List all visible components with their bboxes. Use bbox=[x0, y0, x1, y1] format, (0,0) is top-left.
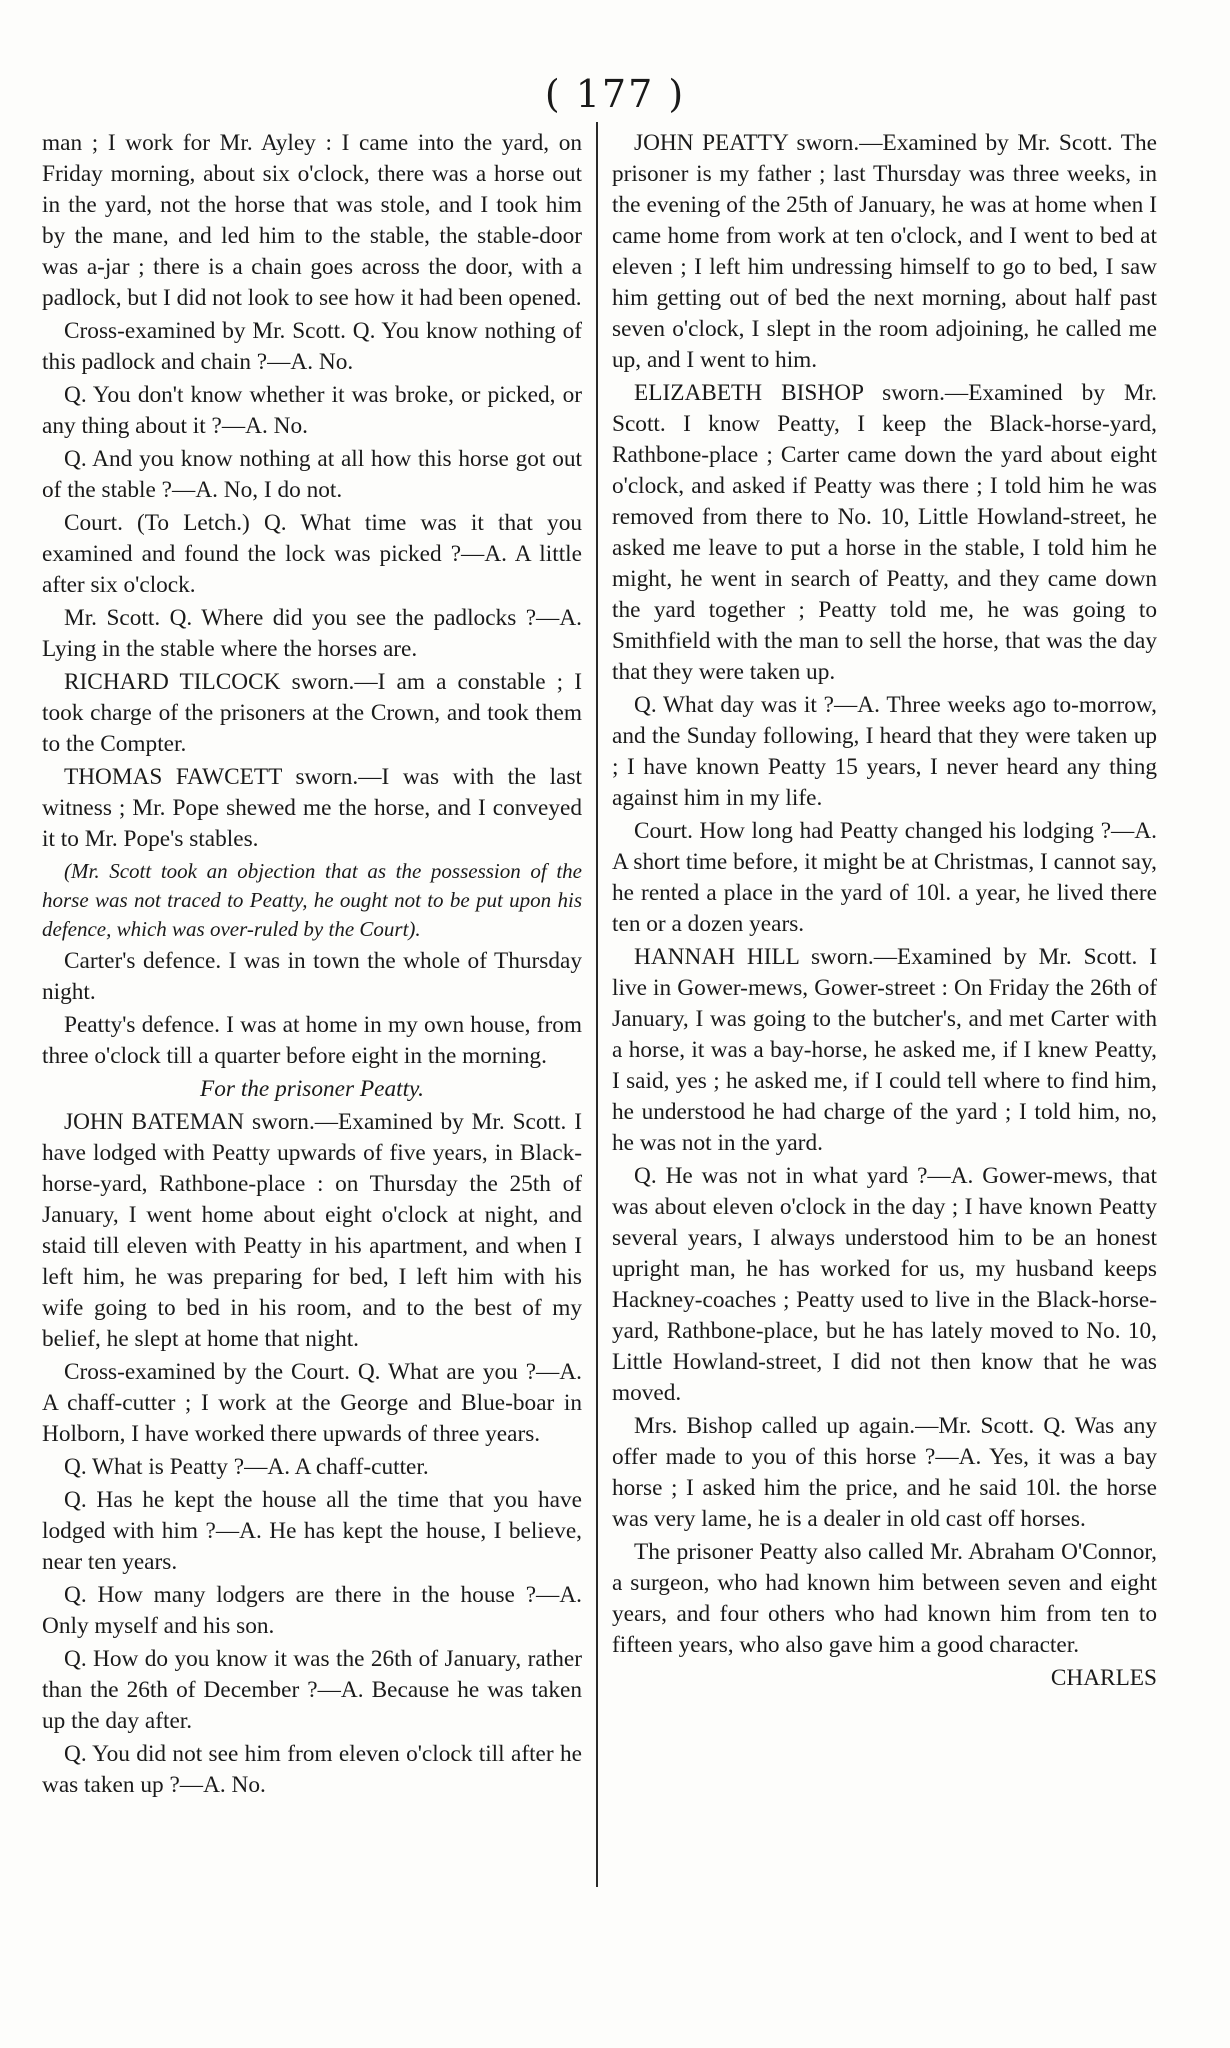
paragraph: Q. You don't know whether it was broke, or picked, or any thing about it ?—A. No. bbox=[42, 382, 582, 439]
paragraph: Q. You did not see him from eleven o'clock till after he was taken up ?—A. No. bbox=[42, 1741, 582, 1798]
paragraph: Q. What is Peatty ?—A. A chaff-cutter. bbox=[64, 1454, 429, 1480]
page-number: ( 177 ) bbox=[544, 72, 686, 116]
paragraph: THOMAS FAWCETT sworn.—I was with the last witness ; Mr. Pope shewed me the horse, and I conveyed it to Mr. Pope's stables. bbox=[42, 764, 582, 852]
paragraph: Court. (To Letch.) Q. What time was it that you examined and found the lock was picked ?—A. A little after six o'clock. bbox=[42, 510, 582, 598]
right-column bbox=[612, 128, 1157, 1696]
paragraph: JOHN PEATTY sworn.—Examined by Mr. Scott. The prisoner is my father ; last Thursday was three weeks, in the evening of the 25th of January, he was at home when I came home from work at ten o'clock, and I went to bed at eleven ; I left him undressing himself to go to bed, I saw him getting out of bed the next morning, about half past seven o'clock, I slept in the room adjoining, he called me up, and I went to him. bbox=[612, 130, 1157, 373]
column-divider bbox=[596, 122, 598, 1887]
paragraph: RICHARD TILCOCK sworn.—I am a constable ; I took charge of the prisoners at the Crown, and took them to the Compter. bbox=[42, 669, 582, 757]
paragraph: Court. How long had Peatty changed his lodging ?—A. A short time before, it might be at Christmas, I cannot say, he rented a place in the yard of 10l. a year, he lived there ten or a dozen years. bbox=[612, 818, 1157, 937]
paragraph: Cross-examined by Mr. Scott. Q. You know nothing of this padlock and chain ?—A. No. bbox=[42, 318, 582, 375]
paragraph: man ; I work for Mr. Ayley : I came into the yard, on Friday morning, about six o'clock, there was a horse out in the yard, not the horse that was stole, and I took him by the mane, and led him to the stable, the stable-door was a-jar ; there is a chain goes across the door, with a padlock, but I did not look to see how it had been opened. bbox=[42, 130, 582, 311]
section-heading: For the prisoner Peatty. bbox=[200, 1076, 424, 1102]
paragraph: Cross-examined by the Court. Q. What are you ?—A. A chaff-cutter ; I work at the George and Blue-boar in Holborn, I have worked there upwards of three years. bbox=[42, 1359, 582, 1447]
paragraph: The prisoner Peatty also called Mr. Abraham O'Connor, a surgeon, who had known him between seven and eight years, and four others who had known him from ten to fifteen years, who also gave him a good character. bbox=[612, 1539, 1157, 1658]
paragraph: HANNAH HILL sworn.—Examined by Mr. Scott. I live in Gower-mews, Gower-street : On Friday the 26th of January, I was going to the butcher's, and met Carter with a horse, it was a bay-horse, he asked me, if I knew Peatty, I said, yes ; he asked me, if I could tell where to find him, he understood he had charge of the yard ; I told him, no, he was not in the yard. bbox=[612, 944, 1157, 1156]
paragraph: Q. How many lodgers are there in the house ?—A. Only myself and his son. bbox=[42, 1582, 582, 1639]
paragraph: Q. He was not in what yard ?—A. Gower-mews, that was about eleven o'clock in the day ; I have known Peatty several years, I always understood him to be an honest upright man, he has worked for us, my husband keeps Hackney-coaches ; Peatty used to live in the Black-horse-yard, Rathbone-place, but he has lately moved to No. 10, Little Howland-street, I did not then know that he was moved. bbox=[612, 1163, 1157, 1406]
court-note: (Mr. Scott took an objection that as the possession of the horse was not traced to Peatty, he ought not to be put upon his defence, which was over-ruled by the Court). bbox=[42, 859, 582, 941]
paragraph: Peatty's defence. I was at home in my own house, from three o'clock till a quarter before eight in the morning. bbox=[42, 1012, 582, 1069]
paragraph: Mrs. Bishop called up again.—Mr. Scott. Q. Was any offer made to you of this horse ?—A. Yes, it was a bay horse ; I asked him the price, and he said 10l. the horse was very lame, he is a dealer in old cast off horses. bbox=[612, 1413, 1157, 1532]
paragraph: JOHN BATEMAN sworn.—Examined by Mr. Scott. I have lodged with Peatty upwards of five years, in Black-horse-yard, Rathbone-place : on Thursday the 25th of January, I went home about eight o'clock at night, and staid till eleven with Peatty in his apartment, and when I left him, he was preparing for bed, I left him with his wife going to bed in his room, and to the best of my belief, he slept at home that night. bbox=[42, 1109, 582, 1352]
paragraph: Q. How do you know it was the 26th of January, rather than the 26th of December ?—A. Because he was taken up the day after. bbox=[42, 1646, 582, 1734]
paragraph: ELIZABETH BISHOP sworn.—Examined by Mr. Scott. I know Peatty, I keep the Black-horse-yard, Rathbone-place ; Carter came down the yard about eight o'clock, and asked if Peatty was there ; I told him he was removed from there to No. 10, Little Howland-street, he asked me leave to put a horse in the stable, I told him he might, he went in search of Peatty, and they came down the yard together ; Peatty told me, he was going to Smithfield with the man to sell the horse, that was the day that they were taken up. bbox=[612, 380, 1157, 685]
catchword: CHARLES bbox=[1050, 1665, 1157, 1691]
paragraph: Q. And you know nothing at all how this horse got out of the stable ?—A. No, I do not. bbox=[42, 446, 582, 503]
paragraph: Carter's defence. I was in town the whole of Thursday night. bbox=[42, 948, 582, 1005]
left-column bbox=[42, 128, 582, 1803]
paragraph: Mr. Scott. Q. Where did you see the padlocks ?—A. Lying in the stable where the horses are. bbox=[42, 605, 582, 662]
paragraph: Q. What day was it ?—A. Three weeks ago to-morrow, and the Sunday following, I heard that they were taken up ; I have known Peatty 15 years, I never heard any thing against him in my life. bbox=[612, 692, 1157, 811]
paragraph: Q. Has he kept the house all the time that you have lodged with him ?—A. He has kept the house, I believe, near ten years. bbox=[42, 1487, 582, 1575]
